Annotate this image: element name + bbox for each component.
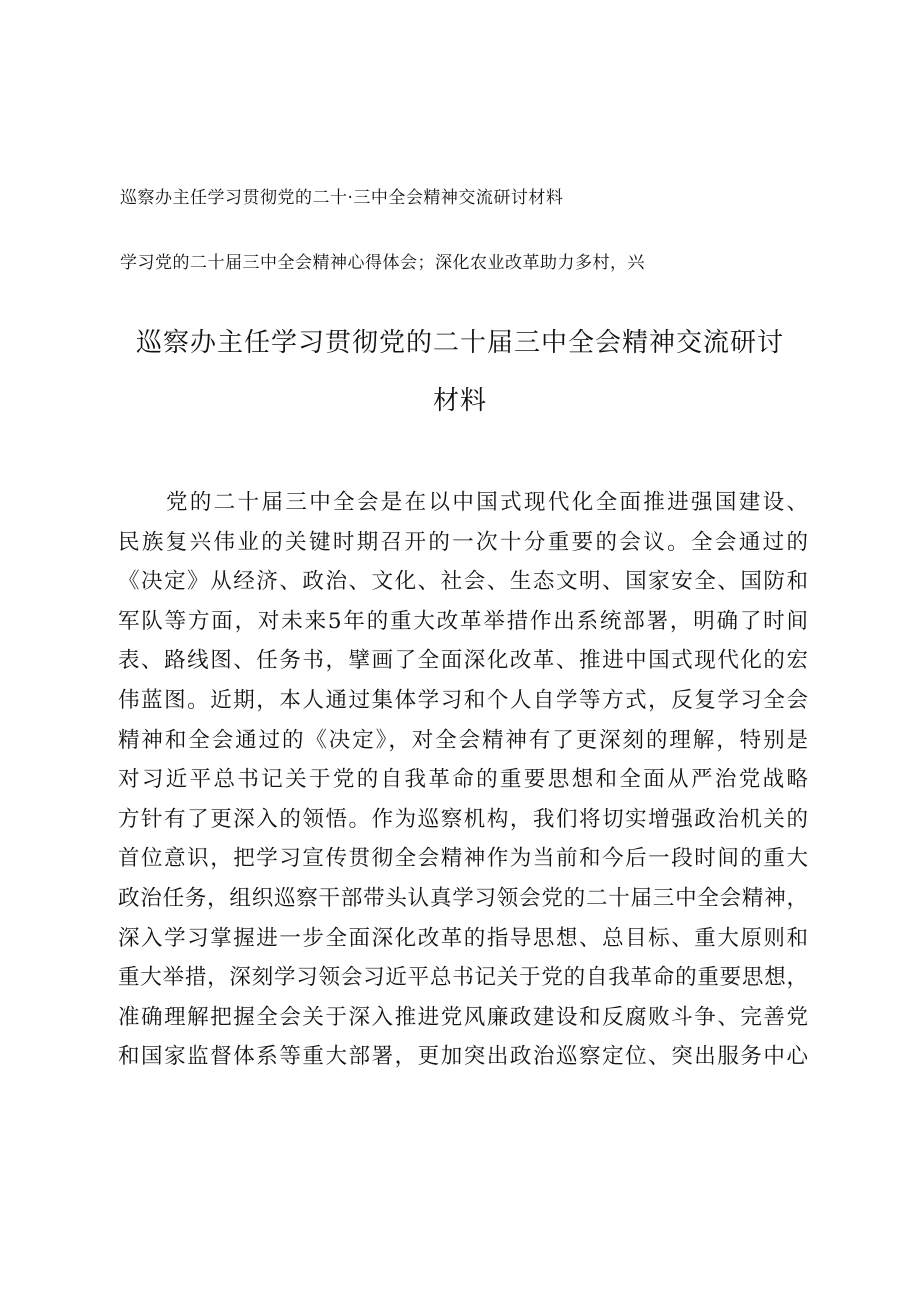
body-line: 政治任务，组织巡察干部带头认真学习领会党的二十届三中全会精神， (118, 885, 808, 911)
body-line: 精神和全会通过的《决定》，对全会精神有了更深刻的理解，特别是 (118, 727, 808, 753)
body-line: 军队等方面，对未来5年的重大改革举措作出系统部署，明确了时间 (118, 608, 808, 634)
document-title-line-2: 材料 (432, 386, 487, 416)
body-line: 方针有了更深入的领悟。作为巡察机构，我们将切实增强政治机关的 (118, 806, 808, 832)
body-line: 伟蓝图。近期，本人通过集体学习和个人自学等方式，反复学习全会 (118, 687, 808, 713)
body-line: 准确理解把握全会关于深入推进党风廉政建设和反腐败斗争、完善党 (118, 1004, 808, 1030)
body-line: 首位意识，把学习宣传贯彻全会精神作为当前和今后一段时间的重大 (118, 846, 808, 872)
body-line: 党的二十届三中全会是在以中国式现代化全面推进强国建设、 (166, 490, 808, 515)
toc-entry-1[interactable]: 巡察办主任学习贯彻党的二十·三中全会精神交流研讨材料 (120, 188, 564, 208)
document-title-line-1: 巡察办主任学习贯彻党的二十届三中全会精神交流研讨 (135, 328, 784, 358)
body-line: 重大举措，深刻学习领会习近平总书记关于党的自我革命的重要思想， (118, 965, 808, 991)
body-line: 和国家监督体系等重大部署，更加突出政治巡察定位、突出服务中心 (118, 1044, 808, 1070)
body-paragraph (118, 483, 808, 1077)
body-line: 深入学习掌握进一步全面深化改革的指导思想、总目标、重大原则和 (118, 925, 808, 951)
body-line: 对习近平总书记关于党的自我革命的重要思想和全面从严治党战略 (118, 767, 808, 793)
body-line: 民族复兴伟业的关键时期召开的一次十分重要的会议。全会通过的 (118, 529, 808, 555)
toc-entry-2[interactable]: 学习党的二十届三中全会精神心得体会；深化农业改革助力多村，兴 (120, 253, 645, 273)
body-line: 表、路线图、任务书，擘画了全面深化改革、推进中国式现代化的宏 (118, 648, 808, 674)
body-line: 《决定》从经济、政治、文化、社会、生态文明、国家安全、国防和 (118, 569, 808, 595)
